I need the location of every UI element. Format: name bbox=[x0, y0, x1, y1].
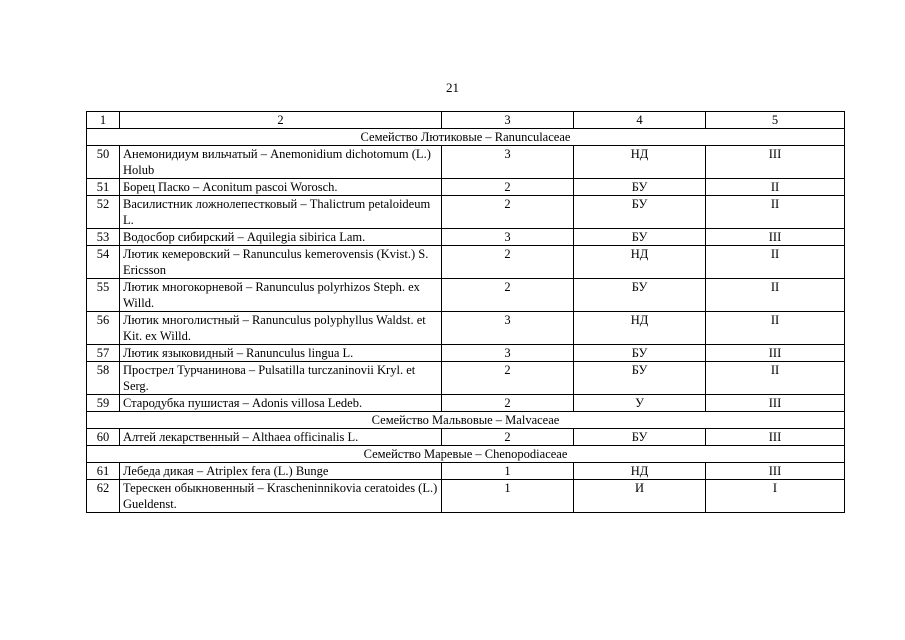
family-name: Семейство Маревые – Chenopodiaceae bbox=[87, 446, 845, 463]
row-number: 51 bbox=[87, 179, 120, 196]
table-row bbox=[87, 345, 845, 362]
rarity-cell: I bbox=[706, 480, 845, 513]
rarity-cell: III bbox=[706, 429, 845, 446]
table-row bbox=[87, 279, 845, 312]
family-name: Семейство Мальвовые – Malvaceae bbox=[87, 412, 845, 429]
table-row bbox=[87, 312, 845, 345]
row-number: 62 bbox=[87, 480, 120, 513]
status-cell: БУ bbox=[574, 345, 706, 362]
column-header: 3 bbox=[442, 112, 574, 129]
row-number: 61 bbox=[87, 463, 120, 480]
status-cell: БУ bbox=[574, 229, 706, 246]
row-number: 57 bbox=[87, 345, 120, 362]
status-cell: У bbox=[574, 395, 706, 412]
category-cell: 1 bbox=[442, 463, 574, 480]
category-cell: 2 bbox=[442, 395, 574, 412]
rarity-cell: III bbox=[706, 146, 845, 179]
species-name: Водосбор сибирский – Aquilegia sibirica Lam. bbox=[120, 229, 442, 246]
family-row bbox=[87, 446, 845, 463]
category-cell: 2 bbox=[442, 362, 574, 395]
page-number: 21 bbox=[446, 80, 459, 95]
category-cell: 2 bbox=[442, 246, 574, 279]
status-cell: НД bbox=[574, 246, 706, 279]
table-row bbox=[87, 480, 845, 513]
category-cell: 3 bbox=[442, 312, 574, 345]
species-name: Прострел Турчанинова – Pulsatilla turczaninovii Kryl. et Serg. bbox=[120, 362, 442, 395]
column-header: 2 bbox=[120, 112, 442, 129]
species-name: Борец Паско – Aconitum pascoi Worosch. bbox=[120, 179, 442, 196]
table-header-row bbox=[87, 112, 845, 129]
column-header: 1 bbox=[87, 112, 120, 129]
row-number: 58 bbox=[87, 362, 120, 395]
table-row bbox=[87, 429, 845, 446]
row-number: 54 bbox=[87, 246, 120, 279]
table-row bbox=[87, 179, 845, 196]
status-cell: БУ bbox=[574, 362, 706, 395]
species-name: Лютик языковидный – Ranunculus lingua L. bbox=[120, 345, 442, 362]
rarity-cell: III bbox=[706, 345, 845, 362]
row-number: 59 bbox=[87, 395, 120, 412]
family-name: Семейство Лютиковые – Ranunculaceae bbox=[87, 129, 845, 146]
species-name: Алтей лекарственный – Althaea officinalis L. bbox=[120, 429, 442, 446]
status-cell: НД bbox=[574, 463, 706, 480]
status-cell: И bbox=[574, 480, 706, 513]
category-cell: 2 bbox=[442, 429, 574, 446]
table-row bbox=[87, 395, 845, 412]
rarity-cell: II bbox=[706, 196, 845, 229]
species-name: Лютик многолистный – Ranunculus polyphyllus Waldst. et Kit. ex Willd. bbox=[120, 312, 442, 345]
row-number: 56 bbox=[87, 312, 120, 345]
column-header: 4 bbox=[574, 112, 706, 129]
status-cell: БУ bbox=[574, 196, 706, 229]
row-number: 50 bbox=[87, 146, 120, 179]
table-row bbox=[87, 362, 845, 395]
species-name: Лебеда дикая – Atriplex fera (L.) Bunge bbox=[120, 463, 442, 480]
rarity-cell: III bbox=[706, 395, 845, 412]
species-name: Анемонидиум вильчатый – Anemonidium dichotomum (L.) Holub bbox=[120, 146, 442, 179]
row-number: 60 bbox=[87, 429, 120, 446]
family-row bbox=[87, 412, 845, 429]
species-table bbox=[86, 111, 845, 513]
table-row bbox=[87, 229, 845, 246]
family-row bbox=[87, 129, 845, 146]
rarity-cell: II bbox=[706, 279, 845, 312]
species-name: Лютик кемеровский – Ranunculus kemerovensis (Kvist.) S. Ericsson bbox=[120, 246, 442, 279]
species-name: Лютик многокорневой – Ranunculus polyrhizos Steph. ex Willd. bbox=[120, 279, 442, 312]
species-name: Терескен обыкновенный – Krascheninnikovia ceratoides (L.) Gueldenst. bbox=[120, 480, 442, 513]
category-cell: 3 bbox=[442, 146, 574, 179]
species-name: Василистник ложнолепестковый – Thalictrum petaloideum L. bbox=[120, 196, 442, 229]
table-row bbox=[87, 246, 845, 279]
status-cell: БУ bbox=[574, 179, 706, 196]
status-cell: НД bbox=[574, 312, 706, 345]
category-cell: 2 bbox=[442, 279, 574, 312]
category-cell: 2 bbox=[442, 196, 574, 229]
rarity-cell: II bbox=[706, 312, 845, 345]
category-cell: 3 bbox=[442, 229, 574, 246]
species-name: Стародубка пушистая – Adonis villosa Ledeb. bbox=[120, 395, 442, 412]
table-row bbox=[87, 146, 845, 179]
category-cell: 1 bbox=[442, 480, 574, 513]
status-cell: БУ bbox=[574, 279, 706, 312]
rarity-cell: II bbox=[706, 179, 845, 196]
table-row bbox=[87, 196, 845, 229]
table-body bbox=[87, 129, 845, 513]
category-cell: 2 bbox=[442, 179, 574, 196]
row-number: 52 bbox=[87, 196, 120, 229]
table-row bbox=[87, 463, 845, 480]
row-number: 55 bbox=[87, 279, 120, 312]
rarity-cell: II bbox=[706, 362, 845, 395]
status-cell: БУ bbox=[574, 429, 706, 446]
rarity-cell: III bbox=[706, 463, 845, 480]
column-header: 5 bbox=[706, 112, 845, 129]
rarity-cell: II bbox=[706, 246, 845, 279]
row-number: 53 bbox=[87, 229, 120, 246]
category-cell: 3 bbox=[442, 345, 574, 362]
rarity-cell: III bbox=[706, 229, 845, 246]
status-cell: НД bbox=[574, 146, 706, 179]
